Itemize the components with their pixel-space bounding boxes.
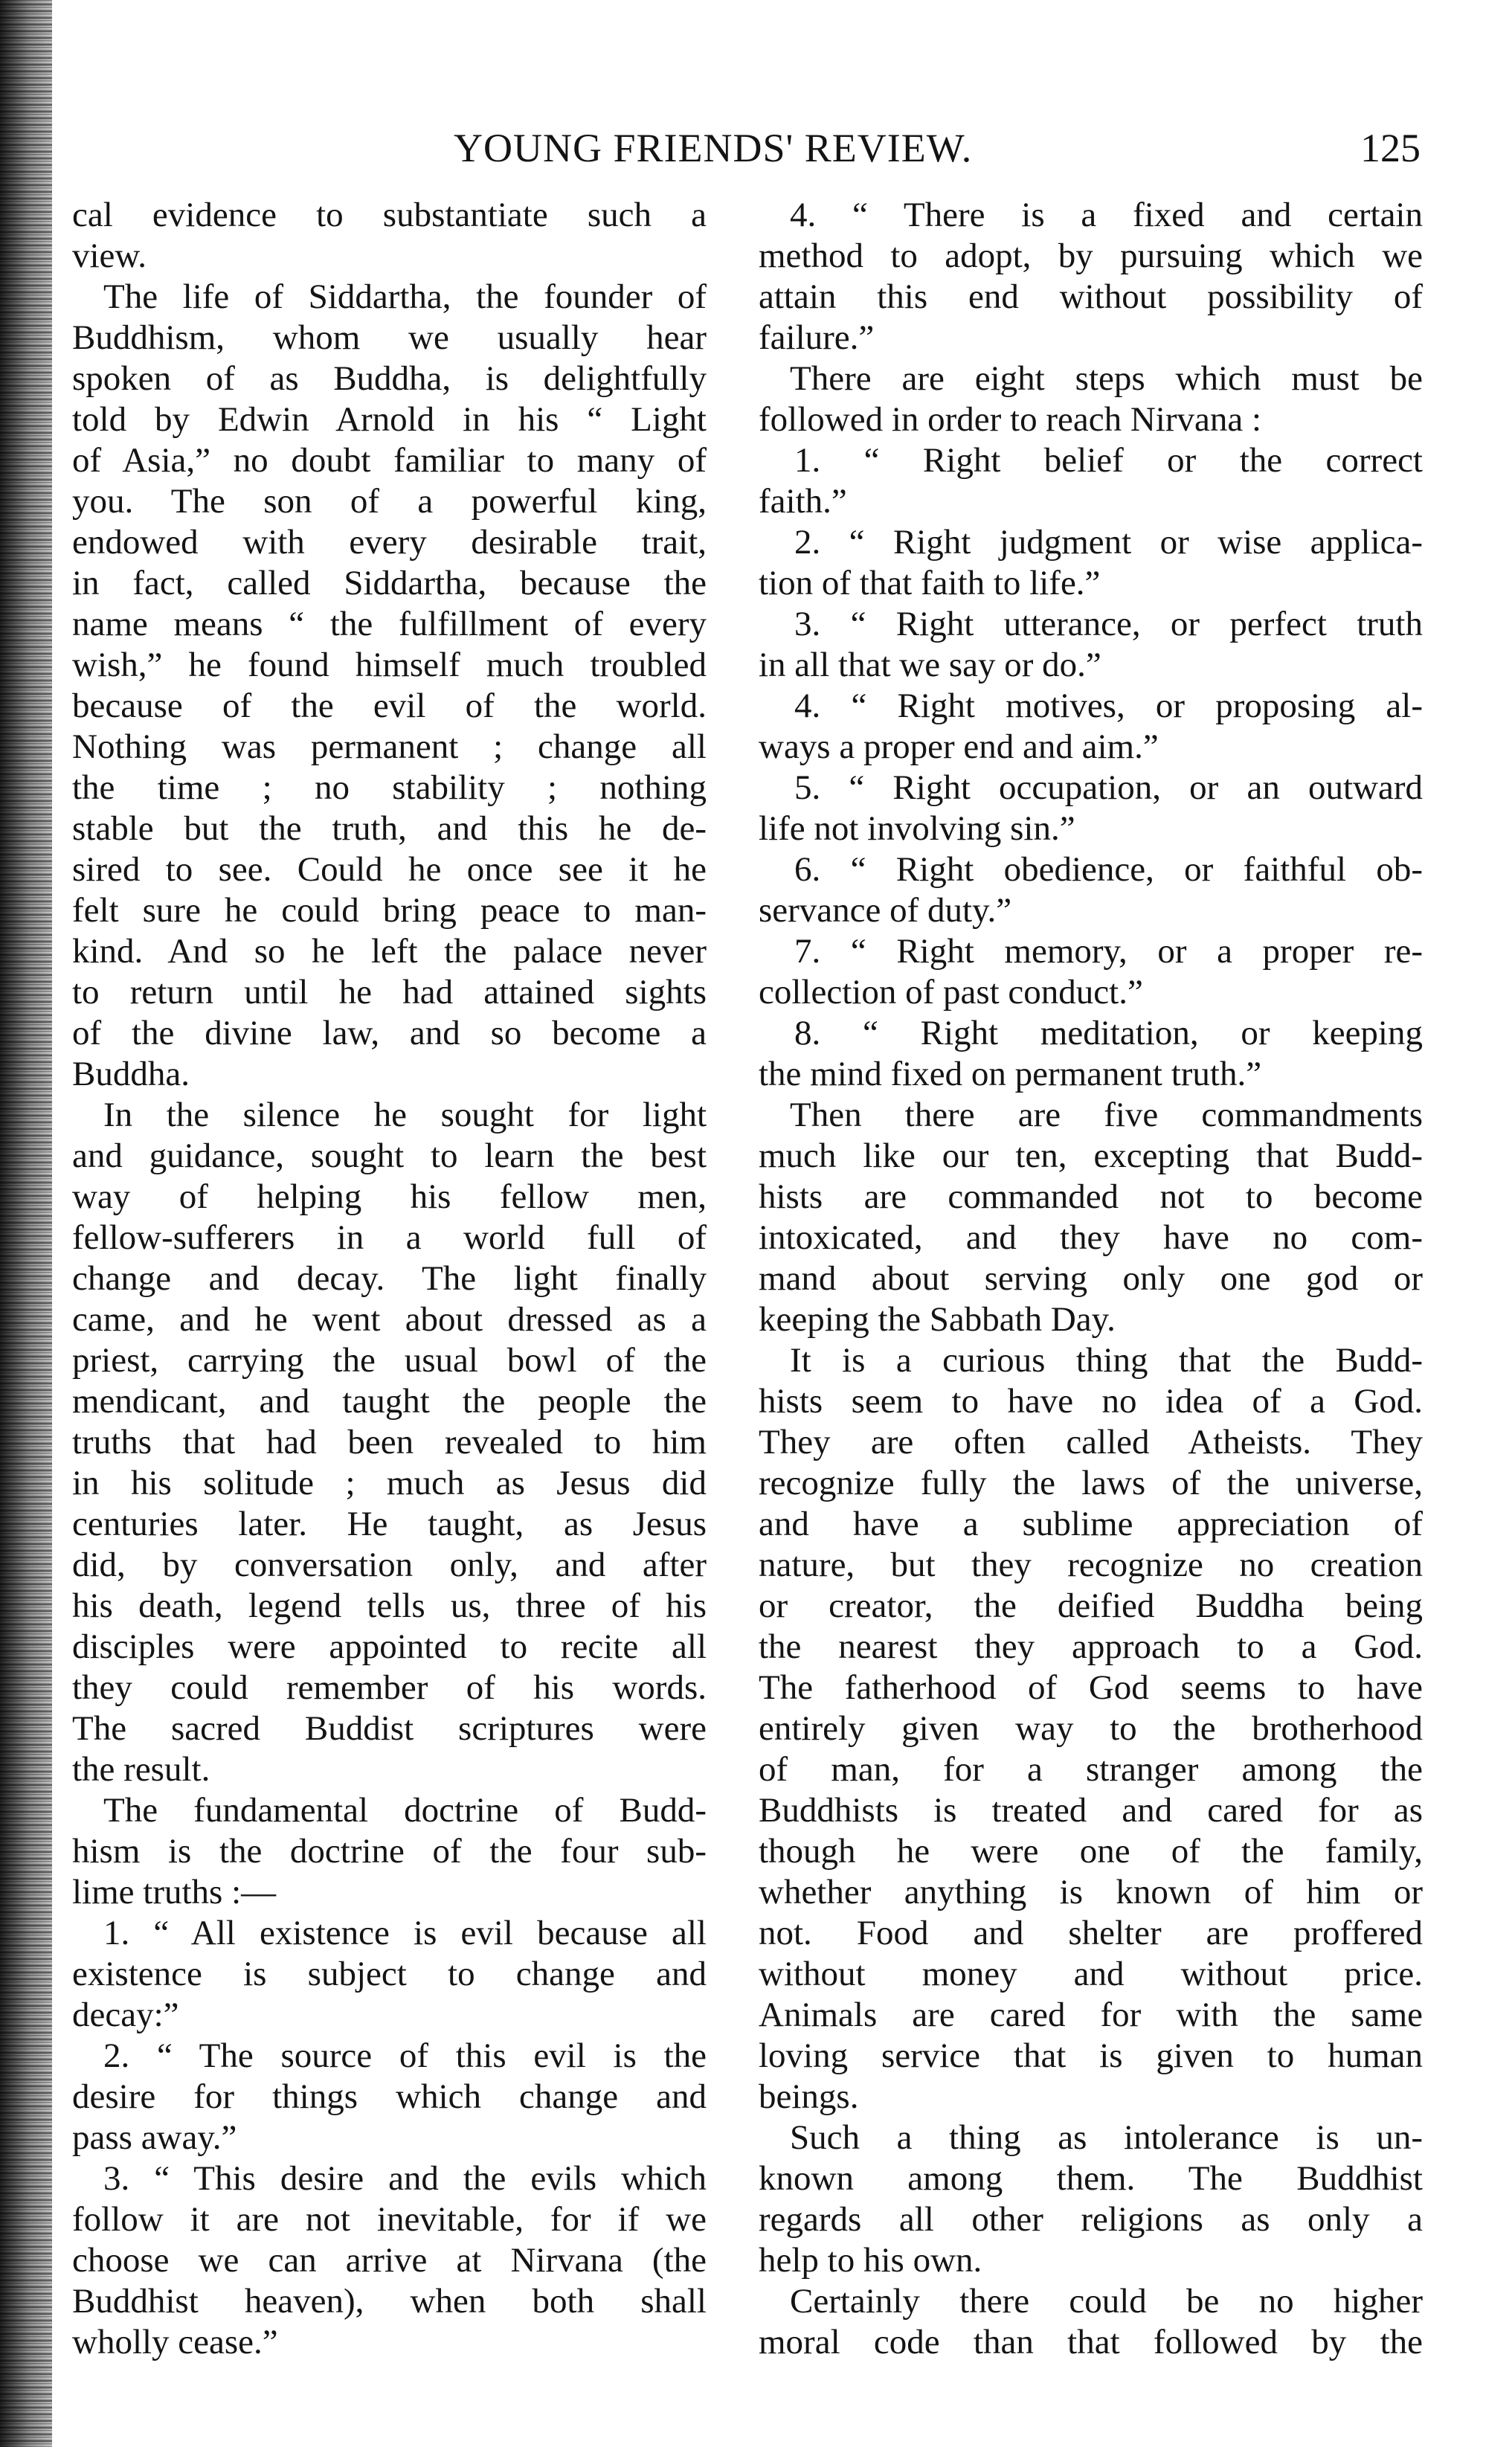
text-line: Animals are cared for with the same	[759, 1996, 1423, 2034]
text-line: 3. “ This desire and the evils which	[103, 2159, 707, 2198]
text-line: tion of that faith to life.”	[759, 564, 1101, 602]
text-line: of man, for a stranger among the	[759, 1750, 1423, 1789]
text-line: In the silence he sought for light	[103, 1096, 707, 1134]
text-line: whether anything is known of him or	[759, 1873, 1423, 1911]
text-line: pass away.”	[72, 2118, 237, 2157]
text-line: Buddha.	[72, 1055, 190, 1093]
text-line: Then there are five commandments	[790, 1096, 1423, 1134]
text-line: in fact, called Siddartha, because the	[72, 564, 707, 602]
text-line: truths that had been revealed to him	[72, 1423, 707, 1462]
page-binding-edge	[0, 0, 52, 2447]
text-line: cal evidence to substantiate such a	[72, 196, 707, 234]
text-line: Certainly there could be no higher	[790, 2282, 1423, 2321]
text-line: help to his own.	[759, 2241, 982, 2280]
text-line: the nearest they approach to a God.	[759, 1627, 1423, 1666]
text-line: Buddhists is treated and cared for as	[759, 1791, 1423, 1830]
text-line: The fatherhood of God seems to have	[759, 1668, 1423, 1707]
text-line: hists are commanded not to become	[759, 1177, 1423, 1216]
text-line: There are eight steps which must be	[790, 359, 1423, 398]
text-line: intoxicated, and they have no com-	[759, 1218, 1423, 1257]
text-line: wholly cease.”	[72, 2323, 278, 2361]
text-line: hism is the doctrine of the four sub-	[72, 1832, 707, 1871]
text-line: not. Food and shelter are proffered	[759, 1914, 1423, 1952]
text-line: 5. “ Right occupation, or an outward	[794, 768, 1423, 807]
text-line: existence is subject to change and	[72, 1955, 707, 1993]
text-line: fellow-sufferers in a world full of	[72, 1218, 707, 1257]
text-line: the mind fixed on permanent truth.”	[759, 1055, 1262, 1093]
text-line: disciples were appointed to recite all	[72, 1627, 707, 1666]
text-line: in all that we say or do.”	[759, 646, 1101, 684]
text-line: The life of Siddartha, the founder of	[103, 277, 707, 316]
text-line: Buddhist heaven), when both shall	[72, 2282, 707, 2321]
text-line: keeping the Sabbath Day.	[759, 1300, 1116, 1339]
text-line: entirely given way to the brotherhood	[759, 1709, 1423, 1748]
text-line: 4. “ There is a fixed and certain	[790, 196, 1423, 234]
text-line: It is a curious thing that the Budd-	[790, 1341, 1423, 1380]
text-line: view.	[72, 237, 147, 275]
text-line: 2. “ The source of this evil is the	[103, 2036, 707, 2075]
text-line: priest, carrying the usual bowl of the	[72, 1341, 707, 1380]
text-line: Nothing was permanent ; change all	[72, 727, 707, 766]
text-line: of Asia,” no doubt familiar to many of	[72, 441, 707, 480]
text-line: mand about serving only one god or	[759, 1259, 1423, 1298]
text-line: without money and without price.	[759, 1955, 1423, 1993]
text-line: kind. And so he left the palace never	[72, 932, 707, 971]
text-line: wish,” he found himself much troubled	[72, 646, 707, 684]
text-line: The sacred Buddist scriptures were	[72, 1709, 707, 1748]
text-line: way of helping his fellow men,	[72, 1177, 707, 1216]
text-line: endowed with every desirable trait,	[72, 523, 707, 562]
text-line: name means “ the fulfillment of every	[72, 605, 707, 643]
text-line: They are often called Atheists. They	[759, 1423, 1423, 1462]
text-column-left	[72, 195, 707, 2363]
text-line: and have a sublime appreciation of	[759, 1505, 1423, 1543]
text-line: lime truths :—	[72, 1873, 277, 1911]
text-line: they could remember of his words.	[72, 1668, 707, 1707]
text-line: collection of past conduct.”	[759, 973, 1143, 1012]
text-line: because of the evil of the world.	[72, 686, 707, 725]
text-line: his death, legend tells us, three of his	[72, 1586, 707, 1625]
text-line: 1. “ All existence is evil because all	[103, 1914, 707, 1952]
page-number: 125	[1360, 126, 1421, 170]
text-line: centuries later. He taught, as Jesus	[72, 1505, 707, 1543]
text-line: the time ; no stability ; nothing	[72, 768, 707, 807]
text-line: The fundamental doctrine of Budd-	[103, 1791, 707, 1830]
text-line: Such a thing as intolerance is un-	[790, 2118, 1423, 2157]
text-line: 2. “ Right judgment or wise applica-	[794, 523, 1423, 562]
text-line: you. The son of a powerful king,	[72, 482, 707, 521]
text-line: of the divine law, and so become a	[72, 1014, 707, 1052]
text-line: nature, but they recognize no creation	[759, 1546, 1423, 1584]
text-line: the result.	[72, 1750, 210, 1789]
text-line: told by Edwin Arnold in his “ Light	[72, 400, 707, 439]
text-line: follow it are not inevitable, for if we	[72, 2200, 707, 2239]
text-line: method to adopt, by pursuing which we	[759, 237, 1423, 275]
text-line: did, by conversation only, and after	[72, 1546, 707, 1584]
text-line: attain this end without possibility of	[759, 277, 1423, 316]
text-line: 6. “ Right obedience, or faithful ob-	[794, 850, 1423, 889]
text-line: recognize fully the laws of the universe,	[759, 1464, 1423, 1502]
text-line: felt sure he could bring peace to man-	[72, 891, 707, 930]
text-line: known among them. The Buddhist	[759, 2159, 1423, 2198]
text-line: life not involving sin.”	[759, 809, 1075, 848]
text-line: much like our ten, excepting that Budd-	[759, 1136, 1423, 1175]
running-title: YOUNG FRIENDS' REVIEW.	[454, 126, 973, 170]
text-line: spoken of as Buddha, is delightfully	[72, 359, 707, 398]
text-line: beings.	[759, 2077, 859, 2116]
text-line: in his solitude ; much as Jesus did	[72, 1464, 707, 1502]
text-line: regards all other religions as only a	[759, 2200, 1423, 2239]
text-line: though he were one of the family,	[759, 1832, 1423, 1871]
text-line: desire for things which change and	[72, 2077, 707, 2116]
text-line: change and decay. The light finally	[72, 1259, 707, 1298]
text-line: stable but the truth, and this he de-	[72, 809, 707, 848]
text-line: 3. “ Right utterance, or perfect truth	[794, 605, 1423, 643]
text-line: choose we can arrive at Nirvana (the	[72, 2241, 707, 2280]
text-line: faith.”	[759, 482, 847, 521]
text-line: came, and he went about dressed as a	[72, 1300, 707, 1339]
text-line: Buddhism, whom we usually hear	[72, 318, 707, 357]
text-line: 8. “ Right meditation, or keeping	[794, 1014, 1423, 1052]
text-column-right	[759, 195, 1423, 2363]
text-line: 1. “ Right belief or the correct	[794, 441, 1423, 480]
text-line: failure.”	[759, 318, 875, 357]
text-line: followed in order to reach Nirvana :	[759, 400, 1262, 439]
text-line: 4. “ Right motives, or proposing al-	[794, 686, 1423, 725]
text-line: servance of duty.”	[759, 891, 1012, 930]
text-line: loving service that is given to human	[759, 2036, 1423, 2075]
text-line: hists seem to have no idea of a God.	[759, 1382, 1423, 1421]
text-line: mendicant, and taught the people the	[72, 1382, 707, 1421]
text-line: and guidance, sought to learn the best	[72, 1136, 707, 1175]
text-line: decay:”	[72, 1996, 179, 2034]
text-line: ways a proper end and aim.”	[759, 727, 1159, 766]
page-header	[71, 125, 1421, 177]
text-line: 7. “ Right memory, or a proper re-	[794, 932, 1423, 971]
text-line: or creator, the deified Buddha being	[759, 1586, 1423, 1625]
text-line: to return until he had attained sights	[72, 973, 707, 1012]
text-line: moral code than that followed by the	[759, 2323, 1423, 2361]
text-line: sired to see. Could he once see it he	[72, 850, 707, 889]
